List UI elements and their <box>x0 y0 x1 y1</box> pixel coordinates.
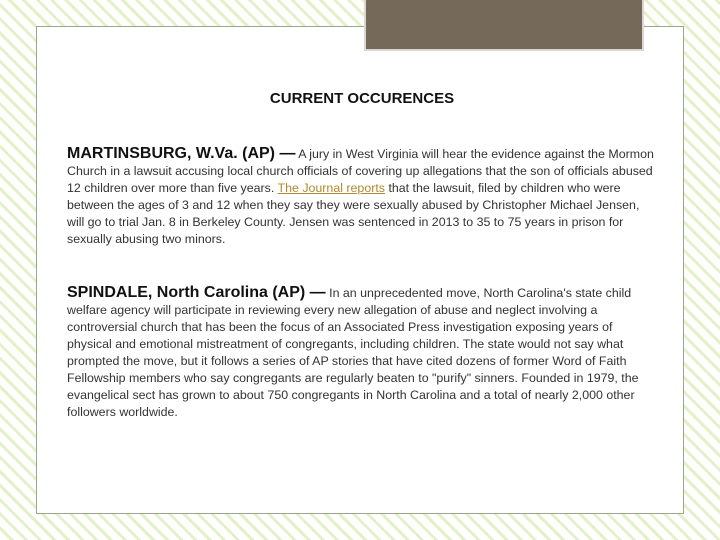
article-lead: A jury in West Virginia will hear the evidence <box>298 147 541 161</box>
article-body-continued: that the lawsuit, filed by children who were between the ages of 3 and 12 when they say they were sexually abused by Christopher Michael Jensen, will go to trial Jan. 8 in Berkeley County. Jensen was sentenced in 2013 to 35 to 75 years in prison for sexually abusing two minors. <box>67 181 640 246</box>
article-body: state child welfare agency will participate in reviewing every new allegation of abuse and neglect involving a controversial church that has been the focus of an Associated Press investigation exposing years of physical and emotional mistreatment of congregants, including children. The state would not say what prompted the move, but it follows a series of AP stories that have cited dozens of former Word of Faith Fellowship members who say congregants are regularly beaten to "purify" sinners. Founded in 1979, the evangelical sect has grown to about 750 congregants in North Carolina and a total of nearly 2,000 other followers worldwide. <box>67 286 639 419</box>
article-dateline: MARTINSBURG, W.Va. (AP) — <box>67 145 296 162</box>
article-dateline: SPINDALE, North Carolina (AP) — <box>67 284 326 301</box>
journal-reports-link[interactable]: The Journal reports <box>277 181 385 195</box>
article-body: against the Mormon Church in a lawsuit accusing local church officials of covering up allegations that the son of officials abused 12 children over more than five years. <box>67 147 654 195</box>
page-title: CURRENT OCCURENCES <box>269 90 455 107</box>
article-martinsburg <box>67 145 657 248</box>
header-accent-bar <box>364 0 644 51</box>
article-spindale <box>67 284 657 421</box>
article-lead: In an unprecedented move, North Carolina's <box>329 286 572 300</box>
